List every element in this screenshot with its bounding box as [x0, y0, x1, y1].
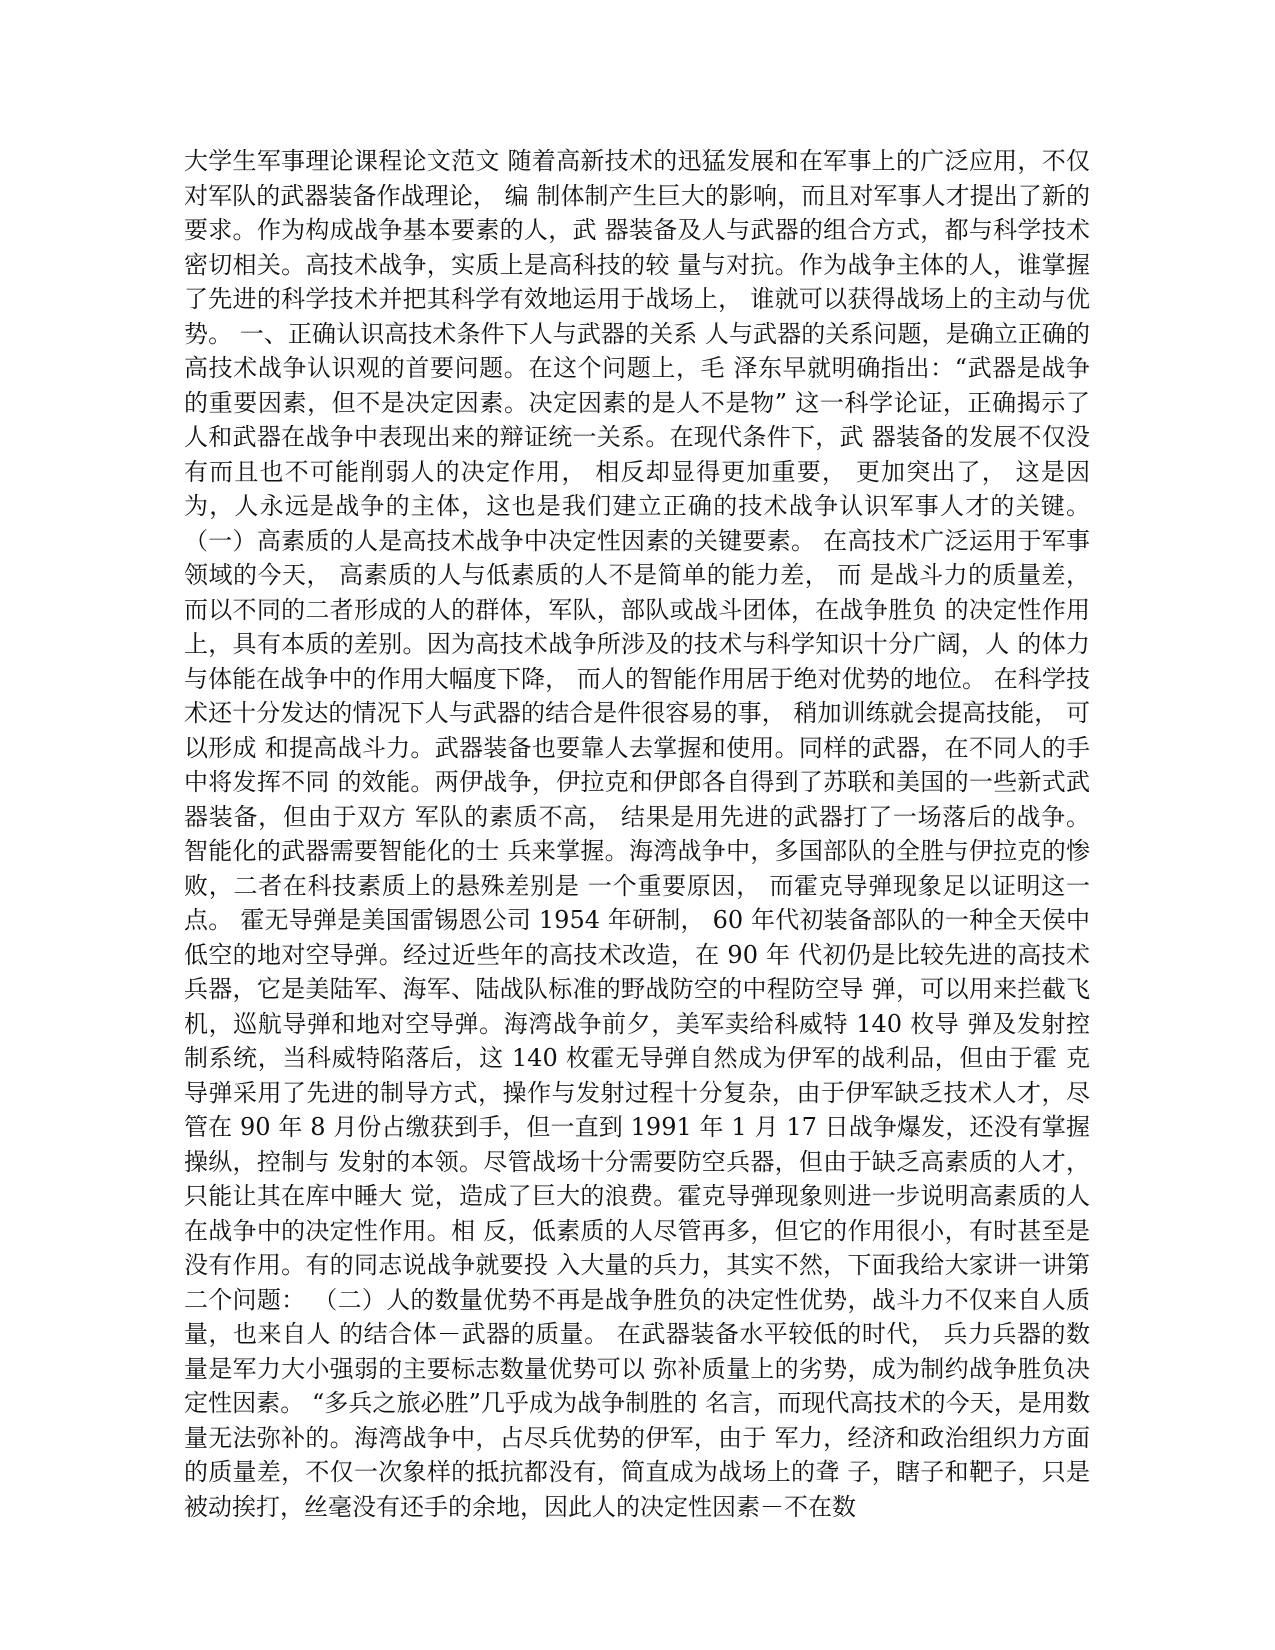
body-paragraph: 大学生军事理论课程论文范文 随着高新技术的迅猛发展和在军事上的广泛应用，不仅对军队的武器装备作战理论， 编 制体制产生巨大的影响，而且对军事人才提出了新的要求。作为构成战争基本要素的人，武 器装备及人与武器的组合方式，都与科学技术密切相关。高技术战争，实质上是高科技的较 量与对抗。作为战争主体的人，谁掌握了先进的科学技术并把其科学有效地运用于战场上， 谁就可以获得战场上的主动与优势。 一、正确认识高技术条件下人与武器的关系 人与武器的关系问题，是确立正确的高技术战争认识观的首要问题。在这个问题上，毛 泽东早就明确指出：“武器是战争的重要因素，但不是决定因素。决定因素的是人不是物” 这一科学论证，正确揭示了人和武器在战争中表现出来的辩证统一关系。在现代条件下，武 器装备的发展不仅没有而且也不可能削弱人的决定作用， 相反却显得更加重要， 更加突出了， 这是因为，人永远是战争的主体，这也是我们建立正确的技术战争认识军事人才的关键。 （一）高素质的人是高技术战争中决定性因素的关键要素。 在高技术广泛运用于军事领域的今天， 高素质的人与低素质的人不是简单的能力差， 而 是战斗力的质量差，而以不同的二者形成的人的群体，军队，部队或战斗团体，在战争胜负 的决定性作用上，具有本质的差别。因为高技术战争所涉及的技术与科学知识十分广阔，人 的体力与体能在战争中的作用大幅度下降， 而人的智能作用居于绝对优势的地位。 在科学技 术还十分发达的情况下人与武器的结合是件很容易的事， 稍加训练就会提高技能， 可以形成 和提高战斗力。武器装备也要靠人去掌握和使用。同样的武器，在不同人的手中将发挥不同 的效能。两伊战争，伊拉克和伊郎各自得到了苏联和美国的一些新式武器装备，但由于双方 军队的素质不高， 结果是用先进的武器打了一场落后的战争。 智能化的武器需要智能化的士 兵来掌握。海湾战争中，多国部队的全胜与伊拉克的惨败，二者在科技素质上的悬殊差别是 一个重要原因， 而霍克导弹现象足以证明这一点。 霍无导弹是美国雷锡恩公司 1954 年研制， 60 年代初装备部队的一种全天侯中低空的地对空导弹。经过近些年的高技术改造，在 90 年 代初仍是比较先进的高技术兵器，它是美陆军、海军、陆战队标准的野战防空的中程防空导 弹，可以用来拦截飞机，巡航导弹和地对空导弹。海湾战争前夕，美军卖给科威特 140 枚导 弹及发射控制系统，当科威特陷落后，这 140 枚霍无导弹自然成为伊军的战利品，但由于霍 克导弹采用了先进的制导方式，操作与发射过程十分复杂，由于伊军缺乏技术人才，尽管在 90 年 8 月份占缴获到手，但一直到 1991 年 1 月 17 日战争爆发，还没有掌握操纵，控制与 发射的本领。尽管战场十分需要防空兵器，但由于缺乏高素质的人才，只能让其在库中睡大 觉，造成了巨大的浪费。霍克导弹现象则进一步说明高素质的人在战争中的决定性作用。相 反，低素质的人尽管再多，但它的作用很小，有时甚至是没有作用。有的同志说战争就要投 入大量的兵力，其实不然，下面我给大家讲一讲第二个问题： （二）人的数量优势不再是战争胜负的决定性优势，战斗力不仅来自人质量，也来自人 的结合体－武器的质量。 在武器装备水平较低的时代， 兵力兵器的数量是军力大小强弱的主要标志数量优势可以 弥补质量上的劣势，成为制约战争胜负决定性因素。 “多兵之旅必胜”几乎成为战争制胜的 名言，而现代高技术的今天，是用数量无法弥补的。海湾战争中，占尽兵优势的伊军，由于 军力，经济和政治组织力方面的质量差，不仅一次象样的抵抗都没有，简直成为战场上的聋 子，瞎子和靶子，只是被动挨打，丝毫没有还手的余地，因此人的决定性因素－不在数	[184, 147, 1090, 1521]
